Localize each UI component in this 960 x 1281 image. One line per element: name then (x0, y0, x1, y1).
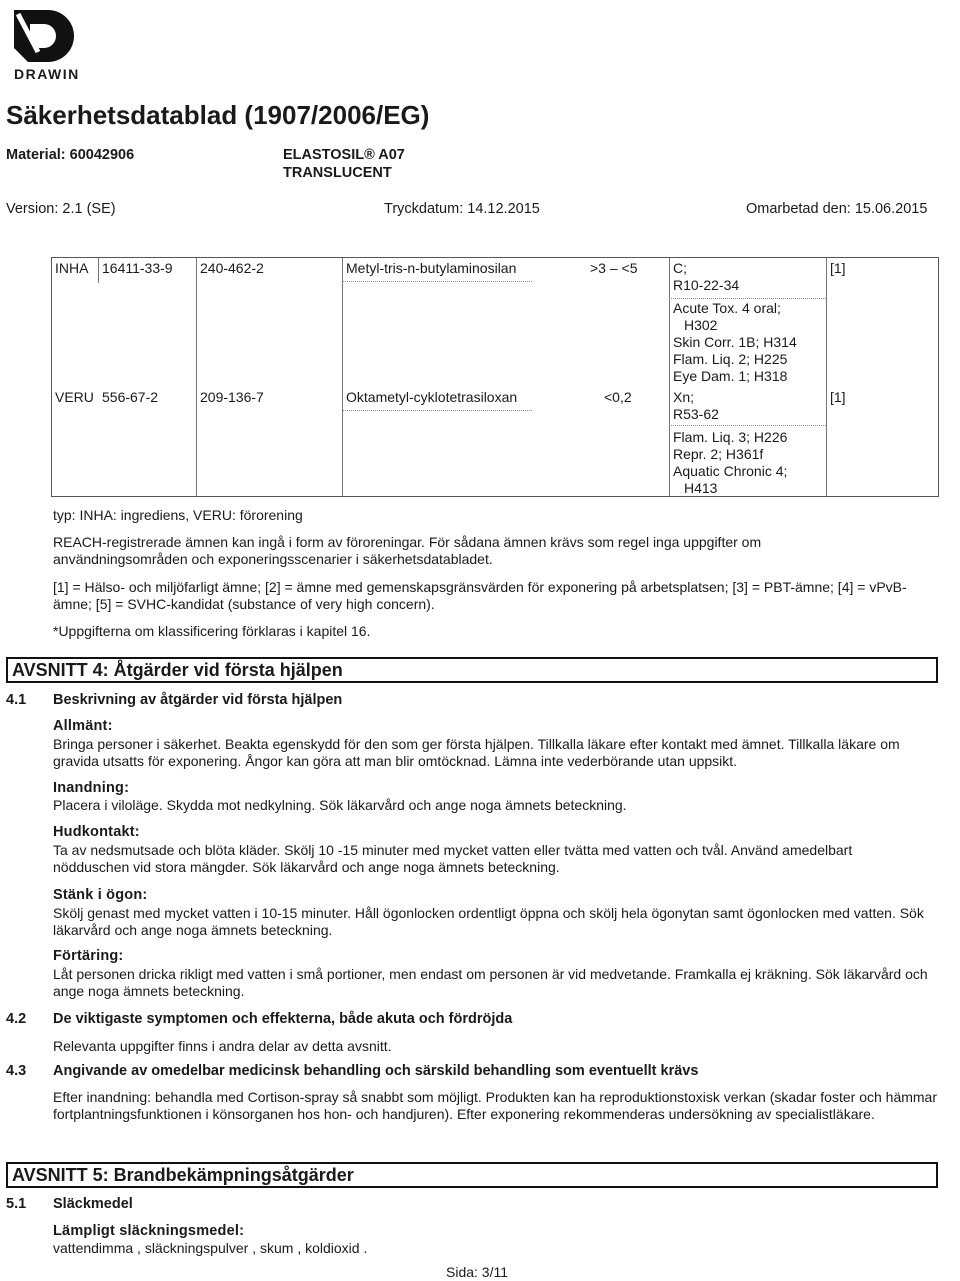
skin-contact-label: Hudkontakt: (53, 824, 140, 840)
type-legend: typ: INHA: ingrediens, VERU: förorening (53, 507, 303, 523)
suitable-media-label: Lämpligt släckningsmedel: (53, 1223, 245, 1239)
ingestion-label: Förtäring: (53, 948, 124, 964)
comp1-dsd: R10-22-34 (673, 277, 740, 293)
footnote-classification: *Uppgifterna om klassificering förklaras i kapitel 16. (53, 623, 371, 639)
material-number: Material: 60042906 (6, 147, 135, 163)
ingestion-text: Låt personen dricka rikligt med vatten i små portioner, men endast om personen är vid medvetande. Framkalla ej kräkning. Sök läkarvård och ange noga ämnets beteckning. (53, 966, 928, 999)
s43-text: Efter inandning: behandla med Cortison-spray så snabbt som möjligt. Produkten kan ha reproduktionstoxisk verkan (skadar foster och hämmar fortplantningsfunktionen i könsorganen hos hon- och handjuren). Efter exponering rekommenderas undersökning av specialistläkare. (53, 1089, 938, 1122)
comp1-ec: 240-462-2 (200, 260, 264, 276)
s43-title: Angivande av omedelbar medicinsk behandling och särskild behandling som eventuellt krävs (53, 1063, 699, 1079)
page-number: Sida: 3/11 (446, 1264, 509, 1280)
comp2-clp: H413 (684, 480, 718, 496)
comp1-dsd: C; (673, 260, 687, 276)
general-label: Allmänt: (53, 718, 113, 734)
comp2-type: VERU (55, 389, 94, 405)
product-name-line2: TRANSLUCENT (283, 165, 392, 181)
reach-note: REACH-registrerade ämnen kan ingå i form av föroreningar. För sådana ämnen krävs som regel inga uppgifter om användningsområden och exponeringsscenarier i säkerhetsdatabladet. (53, 534, 762, 567)
s42-number: 4.2 (6, 1011, 27, 1027)
components-table (51, 257, 939, 497)
inhalation-label: Inandning: (53, 780, 130, 796)
revision-date: Omarbetad den: 15.06.2015 (746, 201, 928, 217)
eye-contact-text: Skölj genast med mycket vatten i 10-15 minuter. Håll ögonlocken ordentligt öppna och skölj hela ögonytan samt ögonlocken med vatten. Sök läkarvård och ange noga ämnets beteckning. (53, 905, 924, 938)
comp1-cas: 16411-33-9 (102, 260, 173, 276)
skin-contact-text: Ta av nedsmutsade och blöta kläder. Skölj 10 -15 minuter med mycket vatten eller tvätta med vatten och tvål. Använd amedelbart nödduschen vid stora mängder. Sök läkarvård och ange noga ämnets beteckning. (53, 842, 853, 875)
comp1-clp: Eye Dam. 1; H318 (673, 368, 788, 384)
comp1-clp: Skin Corr. 1B; H314 (673, 334, 797, 350)
s42-title: De viktigaste symptomen och effekterna, både akuta och fördröjda (53, 1011, 513, 1027)
s51-title: Släckmedel (53, 1196, 133, 1212)
section5-heading: AVSNITT 5: Brandbekämpningsåtgärder (6, 1162, 938, 1188)
print-date: Tryckdatum: 14.12.2015 (384, 201, 540, 217)
comp2-clp: Repr. 2; H361f (673, 446, 764, 462)
drawin-logo-icon (8, 6, 92, 68)
eye-contact-label: Stänk i ögon: (53, 887, 148, 903)
comp2-clp: Flam. Liq. 3; H226 (673, 429, 788, 445)
comp1-clp: Acute Tox. 4 oral; (673, 300, 781, 316)
comp1-type: INHA (55, 260, 89, 276)
brand-name: DRAWIN (14, 66, 80, 82)
comp1-concentration: >3 – <5 (590, 260, 638, 276)
comp1-name: Metyl-tris-n-butylaminosilan (346, 260, 517, 276)
general-text: Bringa personer i säkerhet. Beakta egenskydd för den som ger första hjälpen. Tillkalla läkare efter kontakt med ämnet. Tillkalla läkare om gravida utsatts för exponering. Ångor kan göra att man blir omtöcknad. Lämna inte vederbörande utan uppsikt. (53, 736, 900, 769)
comp2-name: Oktametyl-cyklotetrasiloxan (346, 389, 518, 405)
s41-title: Beskrivning av åtgärder vid första hjälpen (53, 692, 343, 708)
comp2-cas: 556-67-2 (102, 389, 159, 405)
inhalation-text: Placera i viloläge. Skydda mot nedkylning. Sök läkarvård och ange noga ämnets beteckning. (53, 797, 627, 813)
s43-number: 4.3 (6, 1063, 27, 1079)
comp1-clp: H302 (684, 317, 718, 333)
footnote-references: [1] = Hälso- och miljöfarligt ämne; [2] = ämne med gemenskapsgränsvärden för exponering på arbetsplatsen; [3] = PBT-ämne; [4] = vPvB-ämne; [5] = SVHC-kandidat (substance of very high concern). (53, 579, 907, 612)
product-name-line1: ELASTOSIL® A07 (283, 147, 405, 163)
s42-text: Relevanta uppgifter finns i andra delar av detta avsnitt. (53, 1038, 392, 1054)
comp2-dsd: R53-62 (673, 406, 719, 422)
comp2-ec: 209-136-7 (200, 389, 264, 405)
s41-number: 4.1 (6, 692, 27, 708)
comp1-note: [1] (830, 260, 846, 276)
comp2-clp: Aquatic Chronic 4; (673, 463, 788, 479)
version: Version: 2.1 (SE) (6, 201, 116, 217)
s51-number: 5.1 (6, 1196, 27, 1212)
comp2-dsd: Xn; (673, 389, 695, 405)
comp2-concentration: <0,2 (604, 389, 632, 405)
comp2-note: [1] (830, 389, 846, 405)
section4-heading: AVSNITT 4: Åtgärder vid första hjälpen (6, 657, 938, 683)
comp1-clp: Flam. Liq. 2; H225 (673, 351, 788, 367)
document-title: Säkerhetsdatablad (1907/2006/EG) (6, 100, 430, 130)
suitable-media-text: vattendimma , släckningspulver , skum , koldioxid . (53, 1240, 368, 1256)
